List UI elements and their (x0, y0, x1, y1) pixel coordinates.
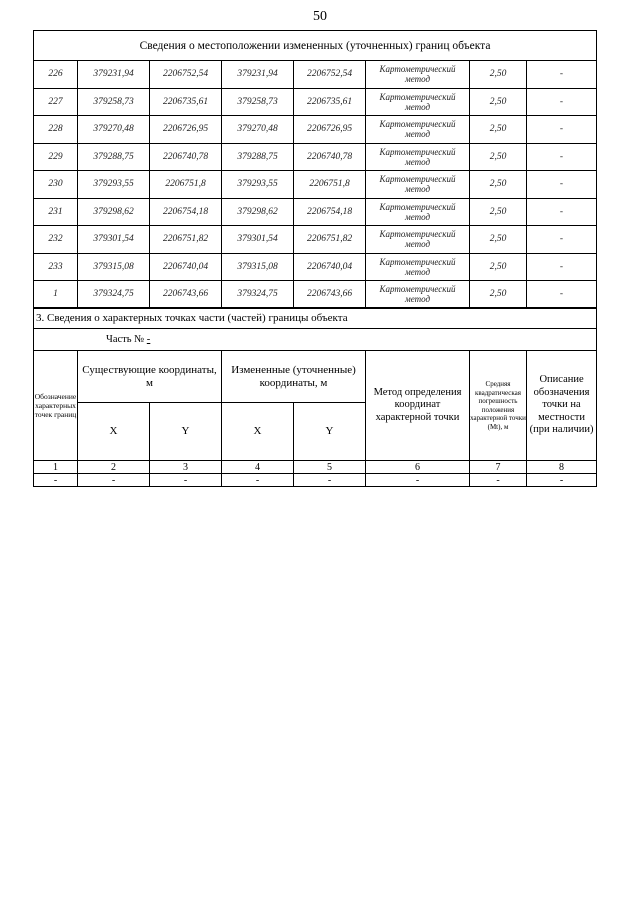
table-cell: - (34, 474, 78, 487)
point-number-cell: 231 (34, 198, 78, 226)
changed-x-cell: 379301,54 (222, 226, 294, 254)
column-number: 8 (527, 461, 597, 474)
description-cell: - (527, 226, 597, 254)
rms-error-cell: 2,50 (470, 171, 527, 199)
table-row (34, 88, 597, 116)
existing-y-cell: 2206735,61 (150, 88, 222, 116)
table-cell: - (78, 474, 150, 487)
changed-y-cell: 2206754,18 (294, 198, 366, 226)
header-existing-coords: Существующие координаты, м (78, 351, 222, 403)
column-number: 5 (294, 461, 366, 474)
section-3-title: 3. Сведения о характерных точках части (частей) границы объекта (34, 308, 597, 329)
table-cell: - (366, 474, 470, 487)
method-cell: Картометрический метод (366, 61, 470, 89)
method-cell: Картометрический метод (366, 171, 470, 199)
existing-x-cell: 379315,08 (78, 253, 150, 281)
part-number-row (34, 329, 597, 351)
changed-y-cell: 2206743,66 (294, 281, 366, 309)
changed-y-cell: 2206740,78 (294, 143, 366, 171)
boundary-table (33, 30, 597, 309)
point-number-cell: 1 (34, 281, 78, 309)
table-row (34, 253, 597, 281)
table-row (34, 116, 597, 144)
part-label: Часть № (106, 334, 145, 345)
rms-error-cell: 2,50 (470, 226, 527, 254)
point-number-cell: 230 (34, 171, 78, 199)
existing-y-cell: 2206752,54 (150, 61, 222, 89)
column-number: 3 (150, 461, 222, 474)
table-cell: - (470, 474, 527, 487)
rms-error-cell: 2,50 (470, 61, 527, 89)
table-row (34, 226, 597, 254)
method-cell: Картометрический метод (366, 116, 470, 144)
changed-x-cell: 379298,62 (222, 198, 294, 226)
description-cell: - (527, 116, 597, 144)
header-method: Метод определения координат характерной точки (366, 351, 470, 461)
method-cell: Картометрический метод (366, 253, 470, 281)
table-row (34, 143, 597, 171)
description-cell: - (527, 198, 597, 226)
rms-error-cell: 2,50 (470, 198, 527, 226)
point-number-cell: 233 (34, 253, 78, 281)
changed-x-cell: 379288,75 (222, 143, 294, 171)
table-cell: - (294, 474, 366, 487)
column-number: 2 (78, 461, 150, 474)
existing-x-cell: 379258,73 (78, 88, 150, 116)
existing-y-cell: 2206743,66 (150, 281, 222, 309)
method-cell: Картометрический метод (366, 281, 470, 309)
changed-x-cell: 379231,94 (222, 61, 294, 89)
changed-x-cell: 379324,75 (222, 281, 294, 309)
header-existing-y: Y (150, 403, 222, 461)
method-cell: Картометрический метод (366, 143, 470, 171)
part-points-table (33, 307, 597, 487)
column-number: 7 (470, 461, 527, 474)
description-cell: - (527, 281, 597, 309)
changed-x-cell: 379315,08 (222, 253, 294, 281)
changed-y-cell: 2206735,61 (294, 88, 366, 116)
table-row (34, 171, 597, 199)
existing-x-cell: 379231,94 (78, 61, 150, 89)
description-cell: - (527, 143, 597, 171)
point-number-cell: 232 (34, 226, 78, 254)
existing-y-cell: 2206740,04 (150, 253, 222, 281)
table-cell: - (527, 474, 597, 487)
description-cell: - (527, 88, 597, 116)
table-cell: - (222, 474, 294, 487)
header-point-designation: Обозначение характерных точек границ (34, 351, 78, 461)
existing-y-cell: 2206754,18 (150, 198, 222, 226)
changed-x-cell: 379270,48 (222, 116, 294, 144)
existing-y-cell: 2206751,82 (150, 226, 222, 254)
column-number: 1 (34, 461, 78, 474)
header-rms-error: Средняя квадратическая погрешность положения характерной точки (Mt), м (470, 351, 527, 461)
table-row (34, 281, 597, 309)
boundary-table-title: Сведения о местоположении измененных (уточненных) границ объекта (34, 31, 597, 61)
point-number-cell: 229 (34, 143, 78, 171)
header-changed-y: Y (294, 403, 366, 461)
description-cell: - (527, 61, 597, 89)
header-existing-x: X (78, 403, 150, 461)
column-number: 6 (366, 461, 470, 474)
changed-x-cell: 379293,55 (222, 171, 294, 199)
description-cell: - (527, 171, 597, 199)
rms-error-cell: 2,50 (470, 143, 527, 171)
existing-x-cell: 379270,48 (78, 116, 150, 144)
header-changed-x: X (222, 403, 294, 461)
existing-x-cell: 379324,75 (78, 281, 150, 309)
changed-y-cell: 2206751,8 (294, 171, 366, 199)
rms-error-cell: 2,50 (470, 281, 527, 309)
changed-y-cell: 2206751,82 (294, 226, 366, 254)
point-number-cell: 228 (34, 116, 78, 144)
column-number-row (34, 461, 597, 474)
existing-x-cell: 379293,55 (78, 171, 150, 199)
table-cell: - (150, 474, 222, 487)
method-cell: Картометрический метод (366, 226, 470, 254)
empty-data-row (34, 474, 597, 487)
method-cell: Картометрический метод (366, 198, 470, 226)
existing-x-cell: 379298,62 (78, 198, 150, 226)
part-number-value: - (146, 334, 151, 345)
existing-x-cell: 379288,75 (78, 143, 150, 171)
description-cell: - (527, 253, 597, 281)
point-number-cell: 227 (34, 88, 78, 116)
changed-y-cell: 2206726,95 (294, 116, 366, 144)
table-row (34, 61, 597, 89)
column-number: 4 (222, 461, 294, 474)
existing-y-cell: 2206751,8 (150, 171, 222, 199)
table-row (34, 198, 597, 226)
existing-x-cell: 379301,54 (78, 226, 150, 254)
existing-y-cell: 2206740,78 (150, 143, 222, 171)
method-cell: Картометрический метод (366, 88, 470, 116)
point-number-cell: 226 (34, 61, 78, 89)
changed-y-cell: 2206740,04 (294, 253, 366, 281)
changed-y-cell: 2206752,54 (294, 61, 366, 89)
rms-error-cell: 2,50 (470, 88, 527, 116)
changed-x-cell: 379258,73 (222, 88, 294, 116)
page-number: 50 (313, 9, 327, 24)
header-description: Описание обозначения точки на местности (при наличии) (527, 351, 597, 461)
header-changed-coords: Измененные (уточненные) координаты, м (222, 351, 366, 403)
rms-error-cell: 2,50 (470, 116, 527, 144)
rms-error-cell: 2,50 (470, 253, 527, 281)
existing-y-cell: 2206726,95 (150, 116, 222, 144)
